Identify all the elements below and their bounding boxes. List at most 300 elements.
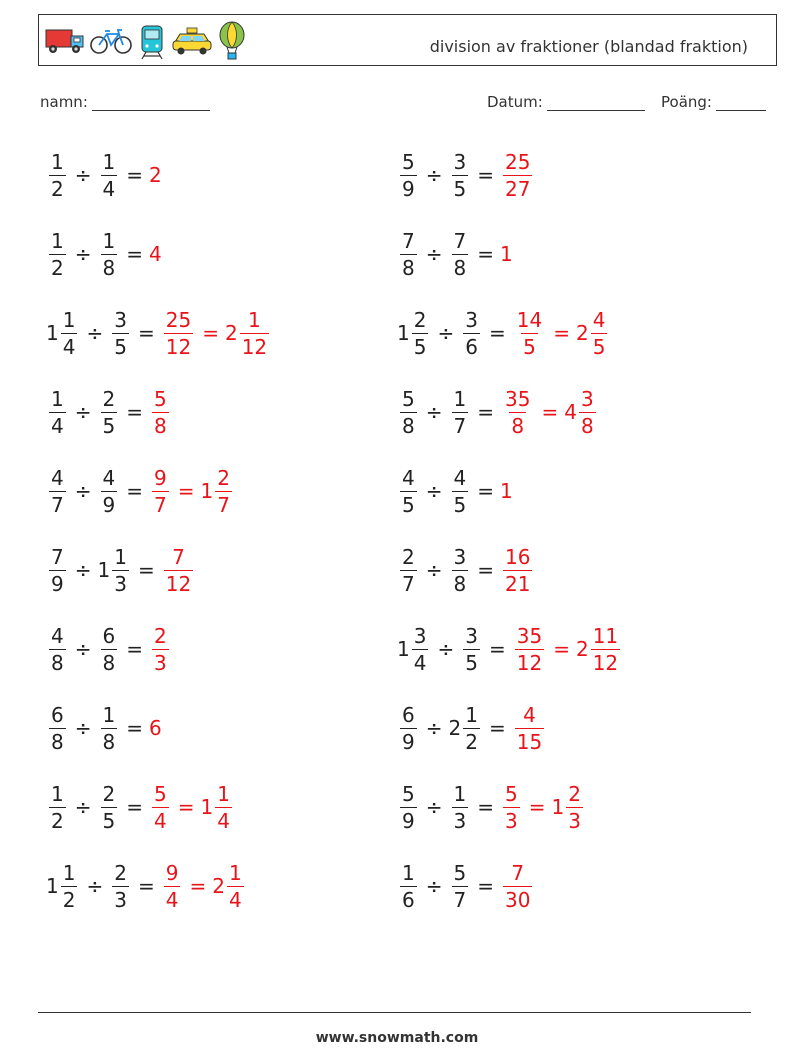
denominator: 5 (413, 334, 427, 359)
answer (500, 781, 586, 833)
denominator: 5 (453, 492, 467, 517)
answer (500, 544, 535, 596)
fraction (512, 623, 547, 675)
problem-item (397, 463, 513, 519)
whole-part: 1 (200, 795, 214, 819)
equals-sign: = (126, 163, 143, 187)
fraction (46, 781, 69, 833)
answer (149, 242, 162, 266)
numerator: 1 (465, 702, 478, 727)
numerator: 2 (102, 386, 116, 411)
denominator: 27 (505, 176, 531, 201)
denominator: 5 (102, 808, 116, 833)
fraction-stack (463, 702, 480, 754)
answer (149, 163, 162, 187)
numerator: 9 (165, 860, 179, 885)
numerator: 2 (217, 465, 230, 490)
answer (500, 386, 599, 438)
equals-sign: = (477, 795, 494, 819)
denominator: 7 (217, 492, 230, 517)
whole-part: 4 (564, 400, 577, 424)
fraction (98, 781, 121, 833)
denominator: 2 (465, 729, 478, 754)
numerator: 3 (453, 149, 467, 174)
name-field (40, 93, 210, 111)
numerator: 1 (102, 228, 116, 253)
denominator: 9 (51, 571, 64, 596)
fraction (98, 702, 121, 754)
equals-sign: = (177, 795, 195, 819)
numerator: 5 (453, 860, 467, 885)
fraction (161, 307, 196, 359)
question (397, 307, 512, 359)
problem-item (397, 226, 513, 282)
fraction-stack (591, 307, 608, 359)
fraction-stack (101, 228, 118, 280)
worksheet-title: division av fraktioner (blandad fraktion) (429, 37, 748, 56)
numerator: 3 (465, 307, 478, 332)
fraction-stack (412, 623, 429, 675)
mixed-number (575, 623, 623, 675)
fraction-stack (49, 623, 66, 675)
fraction (149, 623, 172, 675)
numerator: 1 (114, 544, 127, 569)
fraction-stack (49, 781, 66, 833)
fraction-stack (112, 860, 129, 912)
fraction (98, 386, 121, 438)
fraction (500, 544, 535, 596)
denominator: 3 (505, 808, 518, 833)
fraction-stack (49, 149, 66, 201)
fraction (449, 228, 472, 280)
denominator: 7 (453, 887, 467, 912)
fraction-stack (452, 860, 469, 912)
answer (500, 860, 535, 912)
numerator: 11 (592, 623, 619, 648)
denominator: 8 (402, 255, 415, 280)
date-blank (547, 95, 645, 111)
denominator: 8 (51, 650, 64, 675)
equals-sign: = (477, 874, 494, 898)
numerator: 7 (511, 860, 525, 885)
numerator: 1 (51, 386, 64, 411)
numerator: 5 (154, 386, 167, 411)
problem-item (46, 226, 162, 282)
fraction-stack (400, 149, 417, 201)
denominator: 7 (154, 492, 167, 517)
problem-item (46, 542, 196, 598)
denominator: 9 (102, 492, 116, 517)
fraction-stack (503, 149, 532, 201)
problem-item (397, 621, 623, 677)
question (46, 702, 149, 754)
whole-part: 1 (200, 479, 214, 503)
numerator: 9 (154, 465, 167, 490)
problem-item (46, 147, 162, 203)
denominator: 5 (592, 334, 606, 359)
fraction (98, 228, 121, 280)
numerator: 35 (516, 623, 543, 648)
fraction (397, 860, 420, 912)
problem-item (397, 858, 535, 914)
problem-item (397, 779, 586, 835)
divide-sign: ÷ (74, 400, 92, 424)
fraction (161, 860, 184, 912)
denominator: 9 (402, 176, 415, 201)
problem-item (397, 700, 547, 756)
equals-sign: = (553, 637, 570, 661)
fraction (460, 307, 483, 359)
denominator: 30 (505, 887, 531, 912)
answer (500, 479, 513, 503)
question (46, 149, 149, 201)
denominator: 5 (453, 176, 467, 201)
answer (149, 386, 172, 438)
answer (512, 702, 547, 754)
whole-part: 2 (224, 321, 238, 345)
numerator: 7 (402, 228, 415, 253)
problem-item (397, 305, 610, 361)
numerator: 1 (402, 860, 415, 885)
question (397, 228, 500, 280)
hot-air-balloon-icon (217, 21, 247, 61)
denominator: 7 (453, 413, 467, 438)
numerator: 2 (114, 860, 127, 885)
numerator: 5 (402, 386, 415, 411)
fraction-stack (49, 386, 66, 438)
denominator: 5 (465, 650, 478, 675)
fraction-stack (400, 702, 417, 754)
denominator: 3 (114, 887, 127, 912)
denominator: 8 (402, 413, 415, 438)
numerator: 1 (453, 781, 467, 806)
numerator: 5 (154, 781, 167, 806)
whole-part: 1 (46, 874, 59, 898)
whole-part: 1 (46, 321, 59, 345)
fraction (397, 702, 420, 754)
numerator: 4 (51, 465, 64, 490)
fraction-stack (101, 149, 118, 201)
numerator: 6 (402, 702, 415, 727)
mixed-number (564, 386, 598, 438)
whole-part: 1 (551, 795, 565, 819)
fraction (449, 386, 472, 438)
mixed-number (397, 307, 431, 359)
mixed-number (46, 860, 80, 912)
name-blank (92, 95, 210, 111)
whole-part: 2 (212, 874, 225, 898)
divide-sign: ÷ (74, 558, 92, 582)
numerator: 7 (51, 544, 64, 569)
numerator: 6 (102, 623, 116, 648)
fraction (449, 544, 472, 596)
fraction-stack (101, 386, 118, 438)
numerator: 1 (62, 307, 76, 332)
question (397, 623, 512, 675)
question (46, 860, 161, 912)
footer-divider (38, 1012, 751, 1013)
fraction-stack (240, 307, 269, 359)
question (397, 702, 512, 754)
fraction (46, 544, 69, 596)
score-blank (716, 95, 766, 111)
numerator: 1 (51, 228, 64, 253)
equals-sign: = (488, 321, 506, 345)
fraction-stack (452, 228, 469, 280)
numerator: 2 (568, 781, 581, 806)
numerator: 1 (62, 860, 76, 885)
question (397, 860, 500, 912)
equals-sign: = (541, 400, 559, 424)
fraction-stack (566, 781, 583, 833)
denominator: 7 (51, 492, 64, 517)
denominator: 9 (402, 808, 415, 833)
fraction-stack (400, 386, 417, 438)
answer (512, 623, 623, 675)
numerator: 5 (402, 781, 415, 806)
fraction-stack (515, 307, 544, 359)
equals-sign: = (126, 400, 143, 424)
fraction (500, 149, 535, 201)
bicycle-icon (89, 26, 133, 56)
fraction (149, 465, 172, 517)
denominator: 2 (51, 808, 64, 833)
fraction-stack (452, 544, 469, 596)
whole-part: 1 (397, 637, 410, 661)
answer (161, 307, 272, 359)
fraction-stack (164, 544, 193, 596)
numerator: 1 (102, 149, 116, 174)
divide-sign: ÷ (86, 321, 104, 345)
fraction-stack (215, 465, 232, 517)
divide-sign: ÷ (74, 637, 92, 661)
divide-sign: ÷ (437, 321, 455, 345)
whole-part: 2 (575, 321, 589, 345)
whole-number: 1 (500, 479, 513, 503)
divide-sign: ÷ (74, 242, 92, 266)
fraction-stack (61, 307, 78, 359)
fraction-stack (152, 781, 169, 833)
equals-sign: = (477, 400, 494, 424)
fraction (98, 465, 121, 517)
numerator: 14 (516, 307, 543, 332)
denominator: 4 (217, 808, 230, 833)
problem-item (46, 384, 172, 440)
fraction (449, 149, 472, 201)
denominator: 15 (516, 729, 543, 754)
fraction (46, 702, 69, 754)
denominator: 5 (402, 492, 415, 517)
fraction (397, 544, 420, 596)
problem-item (46, 305, 272, 361)
fraction-stack (101, 465, 118, 517)
fraction (500, 860, 535, 912)
whole-number: 1 (500, 242, 513, 266)
divide-sign: ÷ (425, 795, 443, 819)
denominator: 8 (102, 650, 116, 675)
numerator: 2 (102, 781, 116, 806)
equals-sign: = (126, 479, 143, 503)
equals-sign: = (477, 558, 494, 582)
numerator: 4 (592, 307, 606, 332)
denominator: 12 (165, 334, 192, 359)
fraction-stack (452, 465, 469, 517)
denominator: 2 (62, 887, 76, 912)
fraction (149, 386, 172, 438)
fraction-stack (49, 702, 66, 754)
equals-sign: = (488, 716, 506, 740)
date-label: Datum: (487, 93, 543, 111)
denominator: 5 (523, 334, 536, 359)
mixed-number (397, 623, 431, 675)
numerator: 1 (228, 860, 242, 885)
fraction-stack (452, 781, 469, 833)
fraction (149, 781, 172, 833)
answer (500, 149, 535, 201)
whole-number: 4 (149, 242, 162, 266)
numerator: 7 (172, 544, 185, 569)
fraction (449, 465, 472, 517)
fraction (460, 623, 483, 675)
numerator: 3 (453, 544, 467, 569)
fraction (397, 386, 420, 438)
divide-sign: ÷ (437, 637, 455, 661)
denominator: 5 (114, 334, 127, 359)
fraction-stack (400, 544, 417, 596)
mixed-number (448, 702, 483, 754)
fraction-stack (503, 860, 532, 912)
numerator: 5 (402, 149, 415, 174)
denominator: 7 (402, 571, 415, 596)
problem-item (46, 700, 162, 756)
fraction-stack (579, 386, 596, 438)
numerator: 3 (580, 386, 594, 411)
fraction (161, 544, 196, 596)
denominator: 8 (51, 729, 64, 754)
fraction-stack (400, 781, 417, 833)
fraction-stack (503, 781, 520, 833)
numerator: 25 (165, 307, 192, 332)
question (46, 465, 149, 517)
fraction (449, 860, 472, 912)
problem-item (397, 147, 535, 203)
taxi-icon (171, 26, 213, 56)
numerator: 25 (505, 149, 531, 174)
numerator: 3 (413, 623, 427, 648)
denominator: 5 (102, 413, 116, 438)
divide-sign: ÷ (425, 874, 443, 898)
fraction-stack (227, 860, 244, 912)
numerator: 1 (51, 149, 64, 174)
denominator: 8 (102, 255, 116, 280)
denominator: 12 (592, 650, 619, 675)
problem-item (46, 621, 172, 677)
fraction-stack (591, 623, 620, 675)
footer-url: www.snowmath.com (315, 1030, 479, 1046)
equals-sign: = (137, 558, 155, 582)
answer (161, 860, 247, 912)
numerator: 2 (413, 307, 427, 332)
answer (149, 465, 235, 517)
numerator: 6 (51, 702, 64, 727)
fraction (512, 307, 547, 359)
name-label: namn: (40, 93, 88, 111)
denominator: 4 (51, 413, 64, 438)
equals-sign: = (177, 479, 195, 503)
fraction-stack (101, 623, 118, 675)
denominator: 2 (51, 255, 64, 280)
denominator: 2 (51, 176, 64, 201)
numerator: 3 (114, 307, 127, 332)
fraction-stack (49, 465, 66, 517)
fraction (397, 228, 420, 280)
equals-sign: = (553, 321, 570, 345)
denominator: 6 (402, 887, 415, 912)
fraction-stack (152, 386, 169, 438)
whole-number: 2 (149, 163, 162, 187)
denominator: 8 (154, 413, 167, 438)
divide-sign: ÷ (425, 400, 443, 424)
denominator: 12 (165, 571, 192, 596)
fraction (397, 781, 420, 833)
numerator: 1 (217, 781, 230, 806)
mixed-number (46, 307, 80, 359)
denominator: 4 (165, 887, 179, 912)
answer (149, 716, 162, 740)
mixed-number (212, 860, 246, 912)
numerator: 35 (505, 386, 531, 411)
header-box (38, 14, 777, 66)
whole-part: 2 (448, 716, 462, 740)
fraction (109, 860, 132, 912)
equals-sign: = (477, 163, 494, 187)
whole-number: 6 (149, 716, 162, 740)
denominator: 8 (453, 255, 467, 280)
truck-icon (45, 26, 85, 56)
numerator: 5 (505, 781, 518, 806)
problem-item (46, 463, 235, 519)
fraction (98, 623, 121, 675)
problem-item (397, 542, 535, 598)
fraction (46, 623, 69, 675)
divide-sign: ÷ (425, 558, 443, 582)
fraction-stack (112, 544, 129, 596)
fraction-stack (400, 228, 417, 280)
numerator: 1 (51, 781, 64, 806)
fraction-stack (463, 623, 480, 675)
fraction-stack (503, 544, 532, 596)
fraction-stack (452, 149, 469, 201)
numerator: 4 (453, 465, 467, 490)
fraction-stack (503, 386, 532, 438)
mixed-number (200, 781, 235, 833)
question (397, 149, 500, 201)
denominator: 8 (580, 413, 594, 438)
question (46, 781, 149, 833)
numerator: 1 (453, 386, 467, 411)
denominator: 12 (516, 650, 543, 675)
numerator: 2 (402, 544, 415, 569)
denominator: 8 (511, 413, 525, 438)
equals-sign: = (477, 479, 494, 503)
denominator: 3 (453, 808, 467, 833)
denominator: 8 (102, 729, 116, 754)
question (46, 544, 161, 596)
mixed-number (551, 781, 586, 833)
equals-sign: = (137, 874, 155, 898)
divide-sign: ÷ (74, 795, 92, 819)
fraction-stack (61, 860, 78, 912)
